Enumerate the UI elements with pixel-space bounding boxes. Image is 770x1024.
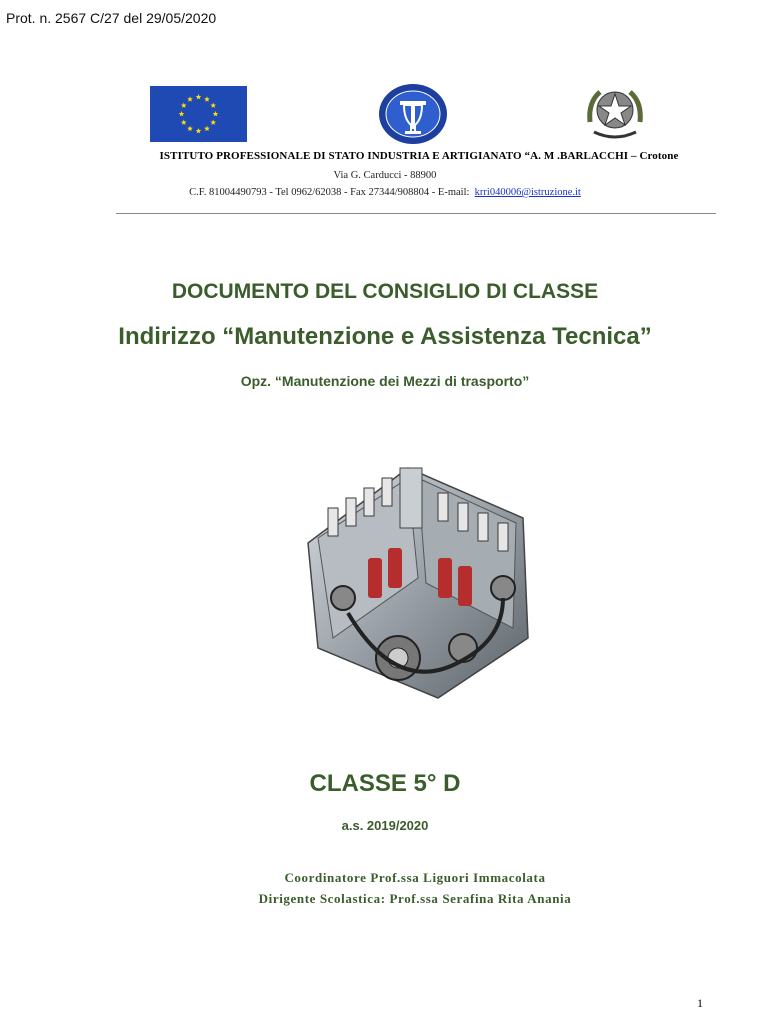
institute-contacts — [0, 187, 770, 198]
school-year: a.s. 2019/2020 — [341, 818, 429, 833]
contacts-text: C.F. 81004490793 - Tel 0962/62038 - Fax 27344/908804 - E-mail: — [189, 187, 470, 198]
eu-flag-logo — [150, 86, 247, 142]
header-divider — [116, 213, 716, 214]
document-title: DOCUMENTO DEL CONSIGLIO DI CLASSE — [171, 280, 599, 303]
institute-name: ISTITUTO PROFESSIONALE DI STATO INDUSTRIA E ARTIGIANATO “A. M .BARLACCHI – Crotone — [159, 150, 679, 162]
engine-illustration — [288, 448, 543, 708]
email-link[interactable]: krri040006@istruzione.it — [474, 187, 581, 198]
italian-republic-emblem — [584, 82, 646, 144]
institute-address: Via G. Carducci - 88900 — [333, 170, 437, 181]
ipsia-school-logo — [378, 83, 448, 145]
coordinator: Coordinatore Prof.ssa Liguori Immacolata — [284, 870, 546, 885]
option-subtitle: Opz. “Manutenzione dei Mezzi di trasporto” — [240, 373, 530, 389]
page-number: 1 — [697, 996, 703, 1010]
principal: Dirigente Scolastica: Prof.ssa Serafina Rita Anania — [258, 891, 572, 906]
protocol-number: Prot. n. 2567 C/27 del 29/05/2020 — [6, 10, 217, 26]
course-title: Indirizzo “Manutenzione e Assistenza Tecnica” — [118, 323, 652, 350]
class-name: CLASSE 5° D — [309, 770, 461, 797]
